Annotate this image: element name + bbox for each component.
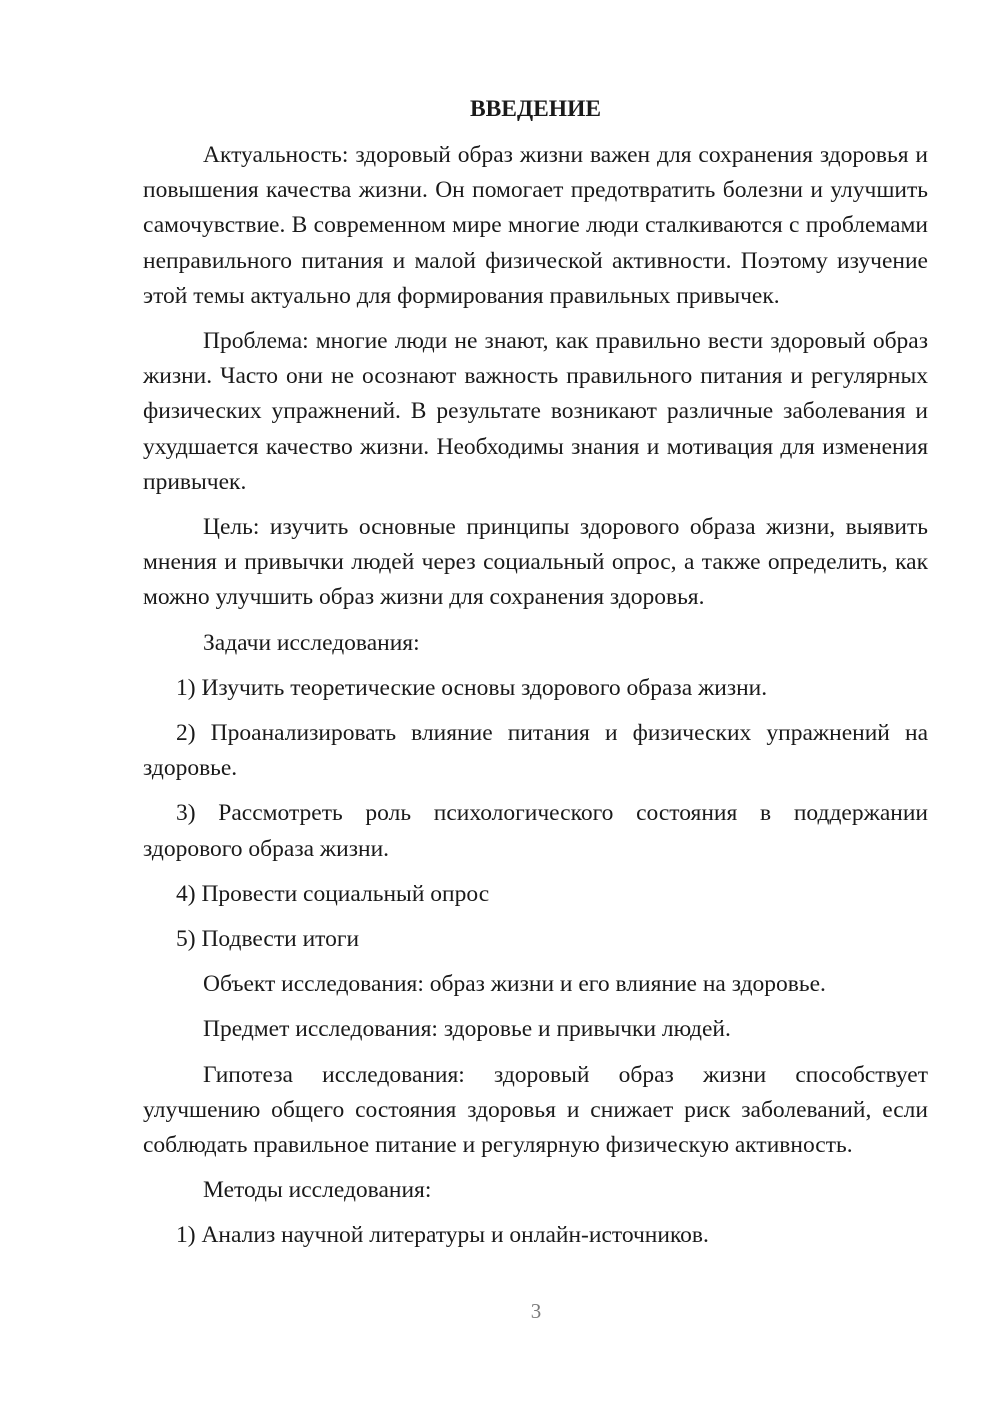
section-title: ВВЕДЕНИЕ xyxy=(469,96,602,122)
document-body xyxy=(143,90,928,1264)
methods-heading: Методы исследования: xyxy=(203,1177,432,1204)
paragraph-object: Объект исследования: образ жизни и его влияние на здоровье. xyxy=(203,971,826,998)
page-number: 3 xyxy=(530,1299,542,1323)
task-item-1: 1) Изучить теоретические основы здорового образа жизни. xyxy=(176,674,768,701)
method-item-1: 1) Анализ научной литературы и онлайн-источников. xyxy=(176,1222,709,1249)
paragraph-hypothesis: Гипотеза исследования: здоровый образ жизни способствует улучшению общего состояния здоровья и снижает риск заболеваний, если соблюдать правильное питание и регулярную физическую активность. xyxy=(143,1061,928,1159)
paragraph-subject: Предмет исследования: здоровье и привычки людей. xyxy=(203,1016,731,1043)
paragraph-relevance: Актуальность: здоровый образ жизни важен для сохранения здоровья и повышения качества жизни. Он помогает предотвратить болезни и улучшить самочувствие. В современном мире многие люди сталкиваются с проблемами неправильного питания и малой физической активности. Поэтому изучение этой темы актуально для формирования правильных привычек. xyxy=(143,142,928,309)
task-item-3: 3) Рассмотреть роль психологического состояния в поддержании здорового образа жизни. xyxy=(143,800,928,862)
paragraph-goal: Цель: изучить основные принципы здорового образа жизни, выявить мнения и привычки людей через социальный опрос, а также определить, как можно улучшить образ жизни для сохранения здоровья. xyxy=(143,514,928,611)
task-item-4: 4) Провести социальный опрос xyxy=(176,880,490,907)
task-item-2: 2) Проанализировать влияние питания и физических упражнений на здоровье. xyxy=(143,720,928,782)
tasks-heading: Задачи исследования: xyxy=(203,629,420,656)
task-item-5: 5) Подвести итоги xyxy=(176,926,360,953)
paragraph-problem: Проблема: многие люди не знают, как правильно вести здоровый образ жизни. Часто они не осознают важность правильного питания и регулярных физических упражнений. В результате возникают различные заболевания и ухудшается качество жизни. Необходимы знания и мотивация для изменения привычек. xyxy=(143,328,928,495)
